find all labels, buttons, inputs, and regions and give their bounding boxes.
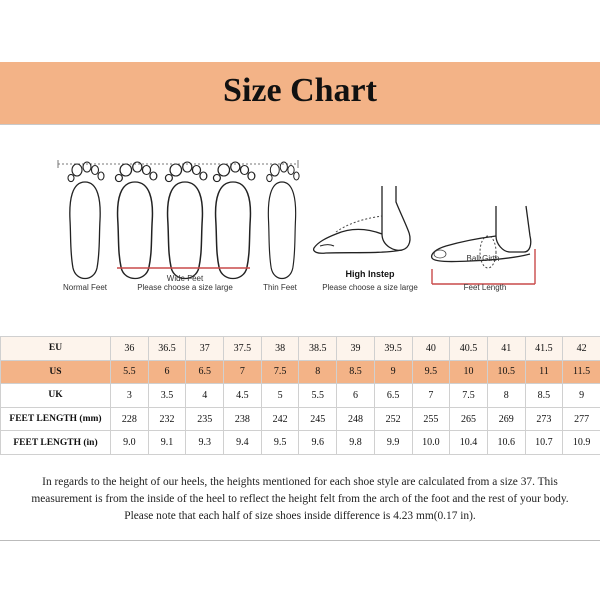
size-cell: 38.5 <box>299 337 337 361</box>
size-cell: 11.5 <box>563 360 600 384</box>
size-cell: 39 <box>337 337 375 361</box>
size-cell: 9.9 <box>374 431 412 455</box>
size-cell: 4 <box>186 384 224 408</box>
size-cell: 40.5 <box>450 337 488 361</box>
size-row-us <box>1 360 600 384</box>
size-cell: 235 <box>186 407 224 431</box>
note-line: In regards to the height of our heels, the heights mentioned for each shoe style are calculated from a size 37. This <box>42 476 558 488</box>
size-cell: 10.5 <box>487 360 525 384</box>
row-header: FEET LENGTH (in) <box>1 431 111 455</box>
size-cell: 11 <box>525 360 563 384</box>
high-instep-hint: Please choose a size large <box>322 283 418 292</box>
size-row-uk <box>1 384 600 408</box>
size-cell: 40 <box>412 337 450 361</box>
size-cell: 4.5 <box>224 384 262 408</box>
ball-girth-label: Ball Girth <box>466 254 500 263</box>
wide-foot-icon <box>115 162 156 279</box>
size-cell: 10.4 <box>450 431 488 455</box>
size-cell: 37 <box>186 337 224 361</box>
size-cell: 273 <box>525 407 563 431</box>
size-cell: 7 <box>412 384 450 408</box>
size-cell: 248 <box>337 407 375 431</box>
size-cell: 42 <box>563 337 600 361</box>
size-cell: 7.5 <box>261 360 299 384</box>
size-cell: 277 <box>563 407 600 431</box>
size-cell: 5.5 <box>111 360 149 384</box>
size-cell: 10.0 <box>412 431 450 455</box>
thin-feet-label: Thin Feet <box>263 283 297 292</box>
size-cell: 37.5 <box>224 337 262 361</box>
size-cell: 9.0 <box>111 431 149 455</box>
row-header: FEET LENGTH (mm) <box>1 407 111 431</box>
wide-feet-hint: Please choose a size large <box>137 283 233 292</box>
size-cell: 36 <box>111 337 149 361</box>
feet-diagram-svg <box>0 124 600 336</box>
size-cell: 8.5 <box>337 360 375 384</box>
size-cell: 5 <box>261 384 299 408</box>
size-cell: 9.4 <box>224 431 262 455</box>
page-title: Size Chart <box>223 72 377 109</box>
size-cell: 3.5 <box>148 384 186 408</box>
size-cell: 39.5 <box>374 337 412 361</box>
size-cell: 7 <box>224 360 262 384</box>
size-table <box>0 336 600 455</box>
size-cell: 245 <box>299 407 337 431</box>
size-cell: 252 <box>374 407 412 431</box>
size-cell: 6.5 <box>374 384 412 408</box>
thin-foot-icon <box>267 162 299 279</box>
size-cell: 36.5 <box>148 337 186 361</box>
feet-length-label: Feet Length <box>463 283 507 292</box>
foot-illustration <box>0 124 600 336</box>
size-cell: 38 <box>261 337 299 361</box>
row-header: UK <box>1 384 111 408</box>
high-instep-label: High Instep <box>345 269 395 279</box>
size-cell: 3 <box>111 384 149 408</box>
size-cell: 9 <box>563 384 600 408</box>
note-line: Please note that each half of size shoes inside difference is 4.23 mm(0.17 in). <box>124 510 476 522</box>
wide-feet-label: Wide Feet <box>166 274 204 283</box>
size-cell: 8.5 <box>525 384 563 408</box>
size-cell: 8 <box>299 360 337 384</box>
size-cell: 238 <box>224 407 262 431</box>
size-cell: 41.5 <box>525 337 563 361</box>
fit-note <box>18 474 582 525</box>
size-cell: 41 <box>487 337 525 361</box>
size-cell: 232 <box>148 407 186 431</box>
size-cell: 9 <box>374 360 412 384</box>
size-cell: 242 <box>261 407 299 431</box>
size-cell: 255 <box>412 407 450 431</box>
size-cell: 7.5 <box>450 384 488 408</box>
high-instep-foot-icon <box>314 186 410 253</box>
size-cell: 269 <box>487 407 525 431</box>
size-cell: 10.6 <box>487 431 525 455</box>
size-cell: 10.7 <box>525 431 563 455</box>
normal-foot-icon <box>68 162 104 279</box>
size-row-eu <box>1 337 600 361</box>
size-cell: 9.3 <box>186 431 224 455</box>
size-cell: 6 <box>148 360 186 384</box>
size-row-mm <box>1 407 600 431</box>
wide-foot-icon <box>165 162 206 279</box>
size-cell: 9.8 <box>337 431 375 455</box>
row-header: EU <box>1 337 111 361</box>
size-row-in <box>1 431 600 455</box>
size-cell: 9.5 <box>261 431 299 455</box>
size-cell: 9.6 <box>299 431 337 455</box>
size-cell: 6 <box>337 384 375 408</box>
size-cell: 10.9 <box>563 431 600 455</box>
wide-foot-icon <box>213 162 254 279</box>
row-header: US <box>1 360 111 384</box>
size-cell: 9.5 <box>412 360 450 384</box>
size-cell: 265 <box>450 407 488 431</box>
size-cell: 6.5 <box>186 360 224 384</box>
size-cell: 8 <box>487 384 525 408</box>
size-cell: 10 <box>450 360 488 384</box>
note-line: measurement is from the inside of the heel to reflect the height felt from the arch of the foot and the rest of your body. <box>31 493 569 505</box>
size-cell: 9.1 <box>148 431 186 455</box>
normal-feet-label: Normal Feet <box>62 283 107 292</box>
size-cell: 5.5 <box>299 384 337 408</box>
size-cell: 228 <box>111 407 149 431</box>
